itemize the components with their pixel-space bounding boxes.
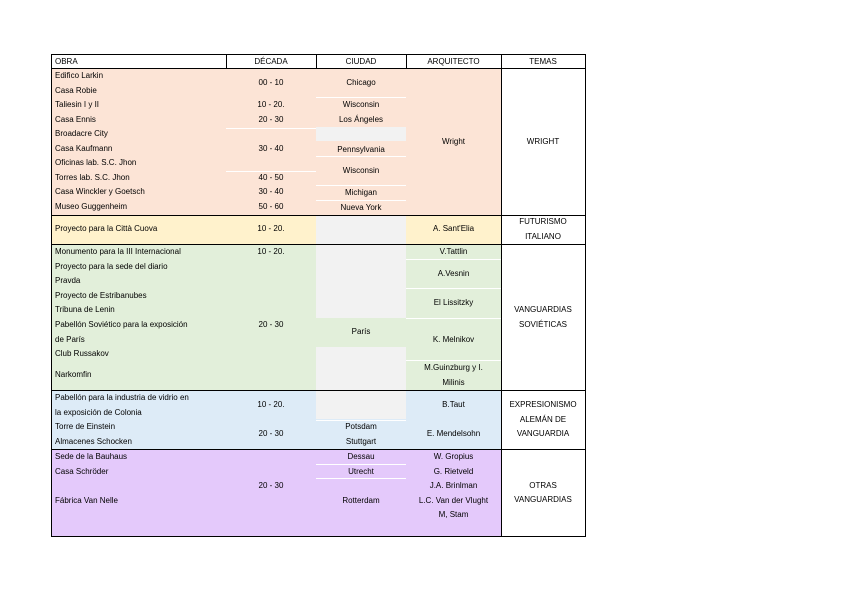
obra-cell: Oficinas lab. S.C. Jhon <box>55 158 137 167</box>
obra-cell: Broadacre City <box>55 129 108 138</box>
obra-cell: Casa Ennis <box>55 114 96 124</box>
section-divider <box>51 244 586 245</box>
obra-cell: Proyecto de Estribanubes <box>55 290 147 300</box>
obra-cell: Torre de Einstein <box>55 422 116 431</box>
decada-cell: 20 - 30 <box>258 480 284 490</box>
obra-cell: Taliesin I y II <box>55 100 100 109</box>
tema-cell: VANGUARDIAS <box>514 495 572 504</box>
arquitecto-cell: K. Melnikov <box>432 334 475 344</box>
ciudad-cell: Michigan <box>344 188 377 197</box>
temas-divider <box>501 54 502 537</box>
arquitecto-cell: W. Gropius <box>433 452 474 461</box>
arquitecto-cell: Milinis <box>442 377 465 387</box>
arquitecto-cell: J.A. Brinlman <box>429 480 478 490</box>
tema-cell: VANGUARDIA <box>516 429 570 438</box>
decada-cell: 30 - 40 <box>258 187 284 196</box>
arquitecto-cell: V.Tattlin <box>439 247 468 256</box>
header-divider <box>226 54 227 69</box>
obra-cell: de París <box>55 334 85 344</box>
separator <box>406 288 501 289</box>
header-divider <box>406 54 407 69</box>
header-obra: OBRA <box>55 57 78 66</box>
obra-cell: Fábrica Van Nelle <box>55 495 118 505</box>
separator <box>406 318 501 319</box>
ciudad-cell: Rotterdam <box>342 495 380 505</box>
header-divider <box>316 54 317 69</box>
separator <box>226 128 316 129</box>
gray-cell <box>316 391 406 419</box>
section-divider <box>51 390 586 391</box>
decada-cell: 10 - 20. <box>257 247 285 256</box>
obra-cell: Torres lab. S.C. Jhon <box>55 172 130 182</box>
decada-cell: 50 - 60 <box>258 201 284 211</box>
tema-cell: OTRAS <box>529 480 557 490</box>
arquitecto-cell: B.Taut <box>442 400 465 409</box>
decada-cell: 00 - 10 <box>258 78 284 87</box>
arquitecto-cell: A.Vesnin <box>437 268 470 278</box>
ciudad-cell: Wisconsin <box>342 166 380 175</box>
ciudad-cell: Dessau <box>347 452 375 461</box>
obra-cell: Edifico Larkin <box>55 71 104 80</box>
decada-cell: 20 - 30 <box>258 429 284 438</box>
section-divider <box>51 449 586 450</box>
obra-cell: Narkomfin <box>55 370 92 379</box>
tema-cell: SOVIÉTICAS <box>518 319 567 329</box>
obra-cell: Monumento para la III Internacional <box>55 247 181 256</box>
decada-cell: 30 - 40 <box>258 143 284 153</box>
header-ciudad: CIUDAD <box>345 57 377 66</box>
ciudad-cell: Potsdam <box>345 422 377 431</box>
obra-cell: Club Russakov <box>55 349 109 358</box>
header-arquitecto: ARQUITECTO <box>427 57 480 66</box>
obra-cell: Proyecto para la sede del diario <box>55 261 168 271</box>
decada-cell: 20 - 30 <box>258 114 284 124</box>
tema-cell: FUTURISMO <box>519 217 567 226</box>
ciudad-cell: París <box>351 327 371 336</box>
obra-cell: Pabellón Soviético para la exposición <box>55 320 188 329</box>
obra-cell: Casa Winckler y Goetsch <box>55 187 145 196</box>
section-divider <box>51 215 586 216</box>
header-decada: DÉCADA <box>254 57 288 66</box>
gray-cell <box>316 347 406 390</box>
header-temas: TEMAS <box>529 57 557 66</box>
obra-cell: Museo Guggenheim <box>55 201 128 211</box>
arquitecto-cell: G. Rietveld <box>433 466 474 476</box>
header-bottom-line <box>51 68 586 69</box>
tema-cell: VANGUARDIAS <box>514 305 572 314</box>
table-border-left <box>51 54 52 537</box>
obra-cell: Casa Kaufmann <box>55 143 113 153</box>
table-border-top <box>51 54 586 55</box>
arquitecto-cell: El Lissitzky <box>433 298 474 307</box>
arquitecto-cell: M, Stam <box>438 510 469 519</box>
obra-cell: Pabellón para la industria de vidrio en <box>55 393 189 402</box>
tema-cell: EXPRESIONISMO <box>509 400 577 409</box>
obra-cell: Tribuna de Lenin <box>55 305 115 314</box>
tema-cell: WRIGHT <box>526 137 560 146</box>
ciudad-cell: Wisconsin <box>342 100 380 109</box>
decada-cell: 10 - 20. <box>257 400 285 409</box>
obra-cell: Casa Robie <box>55 85 97 95</box>
obra-cell: Almacenes Schocken <box>55 436 132 446</box>
decada-cell: 10 - 20. <box>257 100 285 109</box>
arquitecto-cell: E. Mendelsohn <box>426 429 481 438</box>
tema-cell: ALEMÁN DE <box>519 414 567 424</box>
ciudad-cell: Nueva York <box>340 202 382 212</box>
gray-cell <box>316 216 406 244</box>
ciudad-cell: Los Ángeles <box>338 114 384 124</box>
arquitecto-cell: M.Guinzburg y I. <box>424 363 483 372</box>
tema-cell: ITALIANO <box>525 231 561 241</box>
arquitecto-cell: Wright <box>442 137 465 146</box>
obra-cell: Proyecto para la Città Cuova <box>55 224 158 233</box>
table-border-bottom <box>51 536 586 537</box>
table-border-right <box>585 54 586 537</box>
decada-cell: 10 - 20. <box>257 224 285 233</box>
decada-cell: 40 - 50 <box>258 172 284 182</box>
arquitecto-cell: L.C. Van der Vlught <box>418 495 489 505</box>
arquitecto-cell: A. Sant'Elia <box>432 224 475 233</box>
ciudad-cell: Chicago <box>346 78 376 87</box>
gray-cell <box>316 245 406 318</box>
ciudad-cell: Pennsylvania <box>337 144 385 154</box>
decada-cell: 20 - 30 <box>258 320 284 329</box>
gray-cell <box>316 127 406 141</box>
obra-cell: Sede de la Bauhaus <box>55 452 128 461</box>
ciudad-cell: Utrecht <box>348 466 374 476</box>
obra-cell: Pravda <box>55 276 81 285</box>
obra-cell: Casa Schröder <box>55 466 109 476</box>
obra-cell: la exposición de Colonia <box>55 407 142 417</box>
ciudad-cell: Stuttgart <box>345 436 377 446</box>
